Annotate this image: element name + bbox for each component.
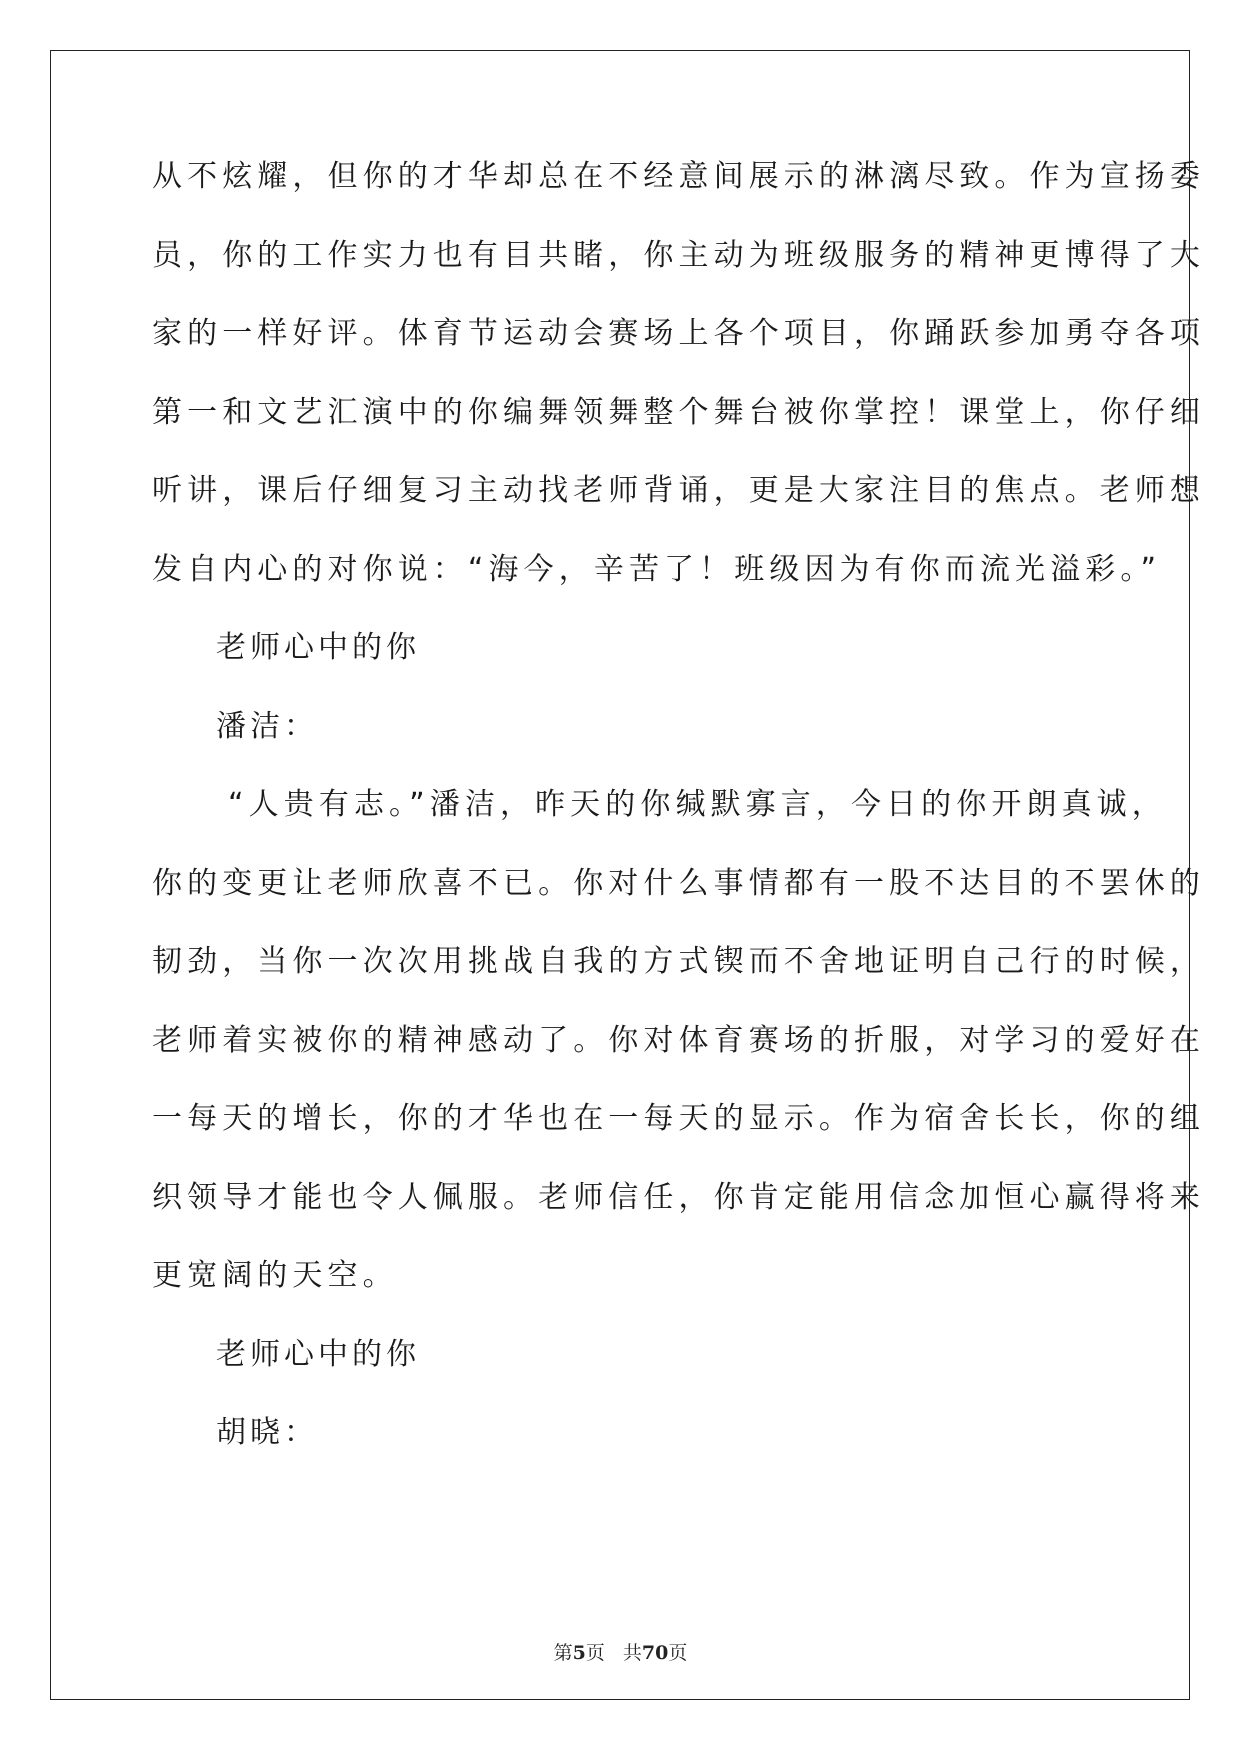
text-line: 听讲，课后仔细复习主动找老师背诵，更是大家注目的焦点。老师想 (152, 473, 1205, 508)
total-prefix: 共 (622, 1642, 642, 1664)
text-line: 老师着实被你的精神感动了。你对体育赛场的折服，对学习的爱好在 (152, 1022, 1205, 1058)
page-suffix: 页 (585, 1642, 605, 1664)
text-line: 第一和文艺汇演中的你编舞领舞整个舞台被你掌控！课堂上，你仔细 (152, 394, 1205, 430)
student-name: 胡晓： (216, 1415, 318, 1450)
text-line: 一每天的增长，你的才华也在一每天的显示。作为宿舍长长，你的组 (152, 1101, 1205, 1136)
text-line: “人贵有志。”潘洁，昨天的你缄默寡言，今日的你开朗真诚， (228, 787, 1167, 822)
section-heading: 老师心中的你 (216, 1336, 420, 1372)
total-pages: 70 (641, 1642, 669, 1664)
document-body (152, 159, 1205, 1495)
text-line: 韧劲，当你一次次用挑战自我的方式锲而不舍地证明自己行的时候， (152, 944, 1205, 979)
text-line: 员，你的工作实力也有目共睹，你主动为班级服务的精神更博得了大 (152, 237, 1205, 273)
student-name: 潘洁： (216, 708, 318, 744)
text-line: 织领导才能也令人佩服。老师信任，你肯定能用信念加恒心赢得将来 (152, 1179, 1205, 1215)
text-line: 从不炫耀，但你的才华却总在不经意间展示的淋漓尽致。作为宣扬委 (152, 159, 1205, 194)
text-line: 更宽阔的天空。 (152, 1258, 398, 1293)
page-number: 5 (572, 1642, 586, 1664)
page-footer (0, 1638, 1241, 1665)
page-prefix: 第 (553, 1642, 573, 1664)
section-heading: 老师心中的你 (216, 630, 420, 665)
text-line: 发自内心的对你说：“海今，辛苦了！班级因为有你而流光溢彩。” (152, 551, 1162, 587)
text-line: 你的变更让老师欣喜不已。你对什么事情都有一股不达目的不罢休的 (152, 865, 1205, 901)
text-line: 家的一样好评。体育节运动会赛场上各个项目，你踊跃参加勇夺各项 (152, 316, 1205, 351)
total-suffix: 页 (668, 1642, 688, 1664)
